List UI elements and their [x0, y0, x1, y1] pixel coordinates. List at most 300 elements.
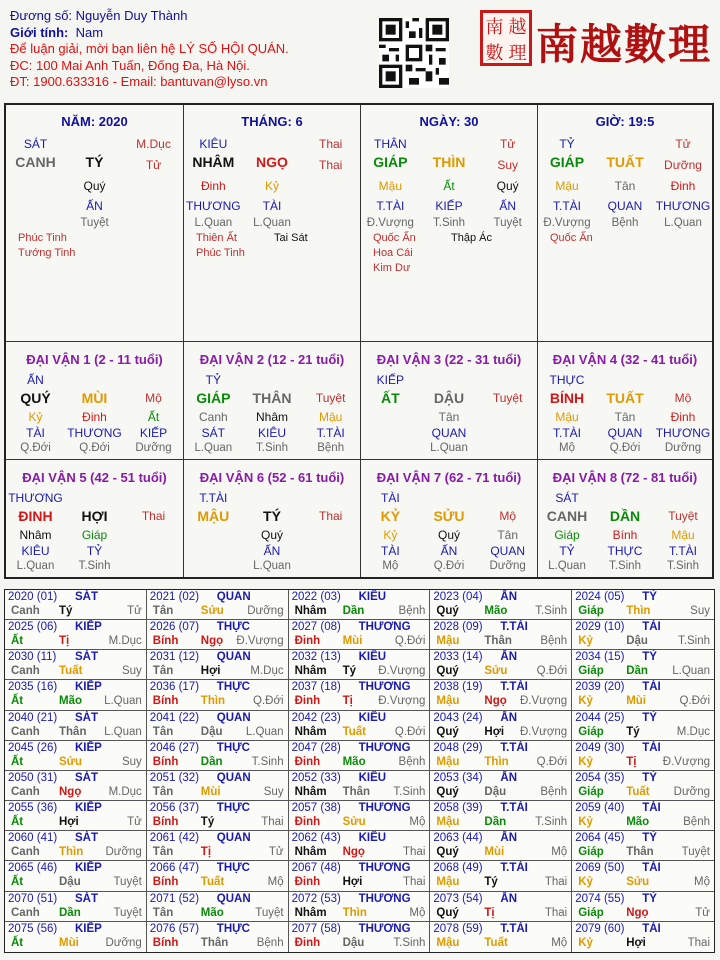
- heavenly-stem: Quý: [436, 846, 459, 859]
- earthly-branch: Hợi: [342, 876, 363, 889]
- owner-label: Đương số:: [10, 8, 73, 23]
- heavenly-stem: Nhâm: [294, 906, 327, 919]
- cell-text: [361, 441, 420, 456]
- life-stage: Tuyệt: [113, 906, 142, 919]
- year-cell: [430, 771, 572, 801]
- cell-text: [301, 216, 360, 231]
- year-label: 2036 (17): [149, 681, 200, 694]
- cell-text: [596, 490, 654, 506]
- cell-text: MẬU: [197, 508, 230, 524]
- cell-text: L.Quan: [194, 442, 233, 454]
- heavenly-stem: Giáp: [578, 846, 604, 859]
- star-list-right: [451, 231, 492, 246]
- cell-text: Tử: [499, 137, 516, 151]
- year-label: 2066 (47): [149, 862, 200, 875]
- year-cell: [430, 892, 572, 922]
- cell-text: T.TÀI: [199, 491, 228, 505]
- year-cell: [289, 741, 431, 771]
- cell-text: T.TÀI: [552, 426, 581, 440]
- year-cell: [572, 922, 714, 952]
- year-label: 2072 (53): [291, 892, 341, 905]
- year-cell: [5, 711, 147, 741]
- cell-text: Quý: [83, 179, 106, 193]
- cell-text: TUẤT: [606, 154, 644, 170]
- cell-text: Tuyệt: [492, 391, 523, 405]
- cell-text: Mậu: [318, 410, 343, 424]
- pillar-row: [361, 134, 537, 154]
- heavenly-stem: Ất: [11, 816, 24, 829]
- life-stage: Dưỡng: [673, 785, 710, 798]
- year-label: 2035 (16): [8, 681, 58, 694]
- pillar-row: [6, 543, 183, 559]
- header-info: [10, 8, 289, 91]
- year-cell: [430, 711, 572, 741]
- year-cell: [572, 801, 714, 831]
- cell-text: [184, 543, 243, 559]
- heavenly-stem: Giáp: [578, 665, 604, 678]
- ten-god: SÁT: [75, 892, 98, 905]
- ten-god: SÁT: [75, 771, 98, 784]
- ten-god: SÁT: [75, 832, 98, 845]
- earthly-branch: Tị: [342, 695, 353, 708]
- year-label: 2039 (20): [575, 681, 625, 694]
- heavenly-stem: Đinh: [294, 695, 321, 708]
- life-stage: Tử: [127, 605, 142, 617]
- pillar-row: [6, 409, 183, 425]
- earthly-branch: Ngọ: [342, 846, 365, 859]
- year-label: 2074 (55): [575, 892, 625, 905]
- cell-text: Giáp: [81, 528, 108, 542]
- pillar-row: [361, 527, 537, 543]
- life-stage: M.Dục: [250, 665, 284, 678]
- earthly-branch: Mùi: [626, 695, 646, 708]
- pillar-row: [361, 196, 537, 216]
- cell-text: Đinh: [670, 179, 696, 193]
- cell-text: [478, 372, 537, 388]
- cell-text: [596, 372, 654, 388]
- cell-text: Đinh: [670, 410, 696, 424]
- earthly-branch: Dần: [59, 906, 81, 919]
- cell-text: Giáp: [554, 528, 580, 542]
- life-stage: Thai: [544, 876, 568, 889]
- year-label: 2050 (31): [8, 771, 58, 784]
- cell-text: Tân: [614, 179, 636, 193]
- dai-van-title: ĐẠI VẬN 8 (72 - 81 tuổi): [552, 470, 698, 485]
- year-label: 2024 (05): [575, 591, 625, 603]
- cell-text: T.Sinh: [609, 560, 641, 572]
- earthly-branch: Tý: [484, 876, 498, 889]
- heavenly-stem: Giáp: [578, 906, 604, 919]
- life-stage: Bệnh: [683, 816, 710, 829]
- cell-text: Canh: [198, 410, 228, 424]
- cell-text: [65, 134, 124, 154]
- earthly-branch: Hợi: [200, 665, 221, 678]
- year-label: 2038 (19): [433, 681, 483, 694]
- earthly-branch: Thìn: [342, 906, 367, 919]
- earthly-branch: Ngọ: [626, 906, 649, 919]
- life-stage: M.Dục: [108, 635, 142, 648]
- earthly-branch: Mão: [200, 906, 224, 919]
- pillar-row: [538, 372, 712, 388]
- heavenly-stem: Đinh: [294, 816, 321, 829]
- year-label: 2023 (04): [433, 591, 483, 603]
- year-cell: [5, 590, 147, 620]
- earthly-branch: Tý: [626, 725, 640, 738]
- pillar-row: [6, 559, 183, 574]
- cell-text: Thai: [318, 137, 343, 151]
- owner-line: [10, 8, 289, 25]
- heavenly-stem: Bính: [152, 635, 179, 648]
- gender-value: Nam: [75, 24, 104, 40]
- pillar-row: [361, 372, 537, 388]
- ten-god: T.TÀI: [500, 862, 528, 875]
- earthly-branch: Ngọ: [59, 785, 82, 798]
- star-list-left: [18, 231, 75, 261]
- ten-god: KIÊU: [358, 771, 387, 784]
- year-label: 2053 (34): [433, 771, 483, 784]
- earthly-branch: Thân: [59, 725, 87, 738]
- earthly-branch: Mùi: [200, 785, 221, 798]
- ten-god: KIẾP: [75, 621, 102, 634]
- cell-text: [361, 425, 420, 441]
- year-label: 2032 (13): [291, 651, 341, 664]
- cell-text: Tử: [675, 137, 691, 151]
- ten-god: KIÊU: [358, 711, 387, 724]
- heavenly-stem: Quý: [436, 725, 459, 738]
- cell-text: KIẾP: [435, 199, 463, 213]
- ten-god: QUAN: [216, 591, 251, 603]
- cell-text: [301, 490, 360, 506]
- earthly-branch: Dậu: [626, 635, 648, 648]
- year-cell: [5, 801, 147, 831]
- cell-text: THƯƠNG: [655, 199, 711, 213]
- dai-van-5: [6, 460, 184, 577]
- cell-text: L.Quan: [194, 217, 233, 229]
- ten-god: TỶ: [642, 711, 657, 724]
- pillar-row: [184, 490, 360, 506]
- life-stage: M.Dục: [676, 725, 710, 738]
- dai-van-7: [361, 460, 538, 577]
- cell-text: Tuyệt: [668, 509, 698, 523]
- cell-text: [124, 196, 183, 216]
- cell-text: Đ.Vượng: [543, 217, 591, 229]
- life-stage: Thai: [687, 936, 710, 949]
- heavenly-stem: Mậu: [436, 816, 460, 829]
- cell-text: TUẤT: [606, 390, 644, 406]
- year-cell: [147, 831, 289, 861]
- year-label: 2057 (38): [291, 802, 341, 815]
- year-label: 2067 (48): [291, 862, 341, 875]
- life-stage: Suy: [121, 755, 142, 768]
- year-cell: [430, 650, 572, 680]
- phone-email-line: ĐT: 1900.633316 - Email: bantuvan@lyso.vn: [10, 74, 268, 89]
- earthly-branch: Dần: [626, 665, 648, 678]
- earthly-branch: Thân: [484, 635, 512, 648]
- cell-text: THƯƠNG: [67, 426, 122, 440]
- cell-text: [124, 216, 183, 231]
- ten-god: THƯƠNG: [358, 741, 411, 754]
- pillar-row: [538, 176, 712, 196]
- pillar-row: [538, 425, 712, 441]
- cell-text: [124, 176, 183, 196]
- earthly-branch: Sửu: [200, 605, 224, 617]
- cell-text: [478, 490, 537, 506]
- star-name: Phúc Tinh: [18, 232, 67, 244]
- cell-text: Mậu: [671, 528, 695, 542]
- cell-text: Kỷ: [264, 179, 279, 193]
- year-cell: [147, 741, 289, 771]
- cell-text: [124, 490, 183, 506]
- cell-text: ĐINH: [18, 508, 53, 524]
- earthly-branch: Hợi: [59, 816, 79, 829]
- ten-god: ẤN: [500, 711, 518, 724]
- cell-text: ẤN: [440, 544, 458, 558]
- seal-stamp-icon: [480, 10, 532, 66]
- cell-text: Quý: [260, 528, 283, 542]
- year-cell: [430, 861, 572, 891]
- year-label: 2065 (46): [8, 862, 58, 875]
- year-label: 2060 (41): [8, 832, 58, 845]
- ten-god: KIẾP: [75, 922, 102, 935]
- year-label: 2025 (06): [8, 621, 58, 634]
- heavenly-stem: Đinh: [294, 876, 321, 889]
- cell-text: KIẾP: [139, 426, 168, 440]
- ten-god: THỰC: [216, 802, 250, 815]
- life-stage: T.Sinh: [393, 785, 426, 798]
- cell-text: Đinh: [82, 410, 107, 424]
- year-label: 2028 (09): [433, 621, 483, 634]
- year-cell: [430, 922, 572, 952]
- star-name: Quốc Ấn: [373, 232, 416, 244]
- year-label: 2073 (54): [433, 892, 483, 905]
- life-stage: Thai: [544, 906, 568, 919]
- cell-text: [478, 425, 537, 441]
- cell-text: Dưỡng: [489, 560, 526, 572]
- heavenly-stem: Đinh: [294, 635, 321, 648]
- cell-text: [243, 372, 302, 388]
- cell-text: [420, 372, 479, 388]
- pillar-row: [184, 506, 360, 527]
- year-cell: [572, 892, 714, 922]
- ten-god: TỶ: [642, 832, 657, 845]
- year-cell: [289, 590, 431, 620]
- earthly-branch: Ngọ: [200, 635, 224, 648]
- ten-god: KIẾP: [75, 741, 102, 754]
- earthly-branch: Hợi: [484, 725, 505, 738]
- cell-text: Kỷ: [383, 528, 398, 542]
- year-label: 2055 (36): [8, 802, 58, 815]
- ten-god: ẤN: [500, 591, 518, 603]
- heavenly-stem: Quý: [436, 605, 459, 617]
- cell-text: THỰC: [549, 373, 585, 387]
- cell-text: NHÂM: [192, 154, 235, 170]
- life-stage: Tử: [695, 906, 710, 919]
- year-cell: [289, 831, 431, 861]
- life-stage: Thai: [261, 816, 284, 829]
- cell-text: THƯƠNG: [186, 199, 241, 213]
- ten-god: QUAN: [216, 711, 251, 724]
- ten-god: THƯƠNG: [358, 681, 411, 694]
- star-list-left: [196, 231, 245, 261]
- ten-god: THƯƠNG: [358, 802, 411, 815]
- pillar-row: [184, 134, 360, 154]
- cell-text: TÀI: [262, 199, 282, 213]
- cell-text: [184, 559, 243, 574]
- life-stage: Bệnh: [256, 936, 284, 949]
- life-stage: Mộ: [409, 816, 426, 829]
- ten-god: ẤN: [500, 651, 518, 664]
- cell-text: Bệnh: [317, 442, 345, 454]
- life-stage: Q.Đới: [394, 635, 426, 648]
- pillar-row: [6, 154, 183, 176]
- heavenly-stem: Mậu: [436, 876, 460, 889]
- heavenly-stem: Tân: [152, 906, 174, 919]
- year-label: 2049 (30): [575, 741, 625, 754]
- cell-text: M.Dục: [136, 137, 171, 151]
- life-stage: Mộ: [267, 876, 284, 889]
- year-cell: [289, 892, 431, 922]
- four-pillars-chart: [4, 103, 714, 579]
- year-label: 2077 (58): [291, 922, 341, 935]
- cell-text: THỰC: [607, 544, 643, 558]
- year-label: 2059 (40): [575, 802, 625, 815]
- year-cell: [147, 922, 289, 952]
- earthly-branch: Mùi: [484, 846, 505, 859]
- cell-text: Mậu: [555, 179, 579, 193]
- earthly-branch: Thân: [342, 785, 371, 798]
- cell-text: TÀI: [380, 544, 400, 558]
- earthly-branch: Sửu: [342, 816, 366, 829]
- pillar-row: [361, 490, 537, 506]
- heavenly-stem: Nhâm: [294, 846, 327, 859]
- cell-text: GIÁP: [549, 154, 585, 170]
- earthly-branch: Ngọ: [484, 695, 507, 708]
- ten-god: THỰC: [216, 621, 250, 634]
- cell-text: [301, 543, 360, 559]
- heavenly-stem: Ất: [11, 876, 24, 889]
- heavenly-stem: Ất: [11, 635, 24, 648]
- cell-text: Tuyệt: [80, 217, 109, 229]
- cell-text: QUAN: [431, 426, 467, 440]
- ten-god: TÀI: [642, 922, 661, 935]
- ten-god: THƯƠNG: [358, 621, 411, 634]
- year-label: 2048 (29): [433, 741, 483, 754]
- year-cell: [5, 741, 147, 771]
- year-label: 2071 (52): [149, 892, 200, 905]
- year-label: 2075 (56): [8, 922, 58, 935]
- heavenly-stem: Giáp: [578, 725, 604, 738]
- star-list-right: [274, 231, 308, 246]
- cell-text: TỶ: [559, 544, 575, 558]
- ten-god: THỰC: [216, 922, 250, 935]
- pillar-row: [361, 506, 537, 527]
- cell-text: L.Quan: [16, 560, 55, 572]
- dai-van-title: ĐẠI VẬN 2 (12 - 21 tuổi): [199, 352, 345, 367]
- ten-god: THỰC: [216, 862, 250, 875]
- life-stage: Mộ: [551, 846, 568, 859]
- year-label: 2021 (02): [149, 591, 200, 603]
- year-cell: [5, 922, 147, 952]
- year-cell: [5, 680, 147, 710]
- heavenly-stem: Nhâm: [294, 725, 327, 738]
- year-label: 2076 (57): [149, 922, 200, 935]
- year-cell: [572, 680, 714, 710]
- ten-god: TỶ: [642, 892, 657, 905]
- pillar-title: GIỜ: 19:5: [595, 114, 655, 129]
- pillar-row: [184, 372, 360, 388]
- life-stage: Đ.Vượng: [236, 635, 284, 648]
- pillar-row: [538, 409, 712, 425]
- cell-text: T.Sinh: [256, 442, 288, 454]
- cell-text: Q.Đới: [609, 442, 641, 454]
- ten-god: SÁT: [75, 651, 98, 664]
- dai-van-title: ĐẠI VẬN 6 (52 - 61 tuổi): [199, 470, 345, 485]
- star-name: Quốc Ấn: [550, 232, 593, 244]
- year-cell: [289, 801, 431, 831]
- cell-text: Quý: [437, 528, 460, 542]
- year-label: 2037 (18): [291, 681, 341, 694]
- cell-text: TÀI: [26, 426, 45, 440]
- heavenly-stem: Bính: [152, 695, 179, 708]
- year-label: 2054 (35): [575, 771, 625, 784]
- life-stage: Q.Đới: [536, 755, 568, 768]
- earthly-branch: Dần: [342, 605, 365, 617]
- cell-text: TÀI: [380, 491, 400, 505]
- year-cell: [5, 771, 147, 801]
- cell-text: TỶ: [559, 137, 575, 151]
- earthly-branch: Thìn: [59, 846, 84, 859]
- cell-text: T.Sinh: [667, 560, 699, 572]
- qr-code-icon[interactable]: [379, 18, 449, 88]
- cell-text: [596, 134, 654, 154]
- ten-god: TÀI: [642, 862, 661, 875]
- annual-luck-grid: [4, 589, 715, 953]
- cell-text: [243, 134, 302, 154]
- cell-text: [654, 372, 712, 388]
- cell-text: [478, 441, 537, 456]
- pillar-row: [361, 388, 537, 409]
- ten-god: THƯƠNG: [358, 892, 411, 905]
- life-stage: Tuyệt: [113, 876, 142, 889]
- pillar-row: [6, 388, 183, 409]
- seal-char: 南: [485, 17, 504, 38]
- pillar-row: [538, 216, 712, 231]
- ten-god: TÀI: [642, 802, 661, 815]
- earthly-branch: Mão: [59, 695, 82, 708]
- ten-god: THỰC: [216, 681, 250, 694]
- star-name: Thập Ác: [451, 232, 492, 244]
- life-stage: T.Sinh: [678, 635, 710, 648]
- cell-text: BÍNH: [549, 390, 585, 406]
- earthly-branch: Mùi: [342, 635, 363, 648]
- year-cell: [572, 771, 714, 801]
- cell-text: TỶ: [86, 544, 103, 558]
- year-cell: [430, 741, 572, 771]
- pillar-row: [184, 559, 360, 574]
- year-cell: [147, 711, 289, 741]
- year-label: 2031 (12): [149, 651, 200, 664]
- pillar-row: [538, 543, 712, 559]
- pillar-row: [6, 196, 183, 216]
- life-stage: T.Sinh: [393, 936, 426, 949]
- pillar-row: [538, 134, 712, 154]
- cell-text: Mộ: [499, 509, 516, 523]
- ten-god: THƯƠNG: [358, 922, 411, 935]
- cell-text: L.Quan: [664, 217, 702, 229]
- cell-text: Mậu: [378, 179, 402, 193]
- cell-text: Mộ: [145, 391, 162, 405]
- earthly-branch: Dậu: [484, 785, 507, 798]
